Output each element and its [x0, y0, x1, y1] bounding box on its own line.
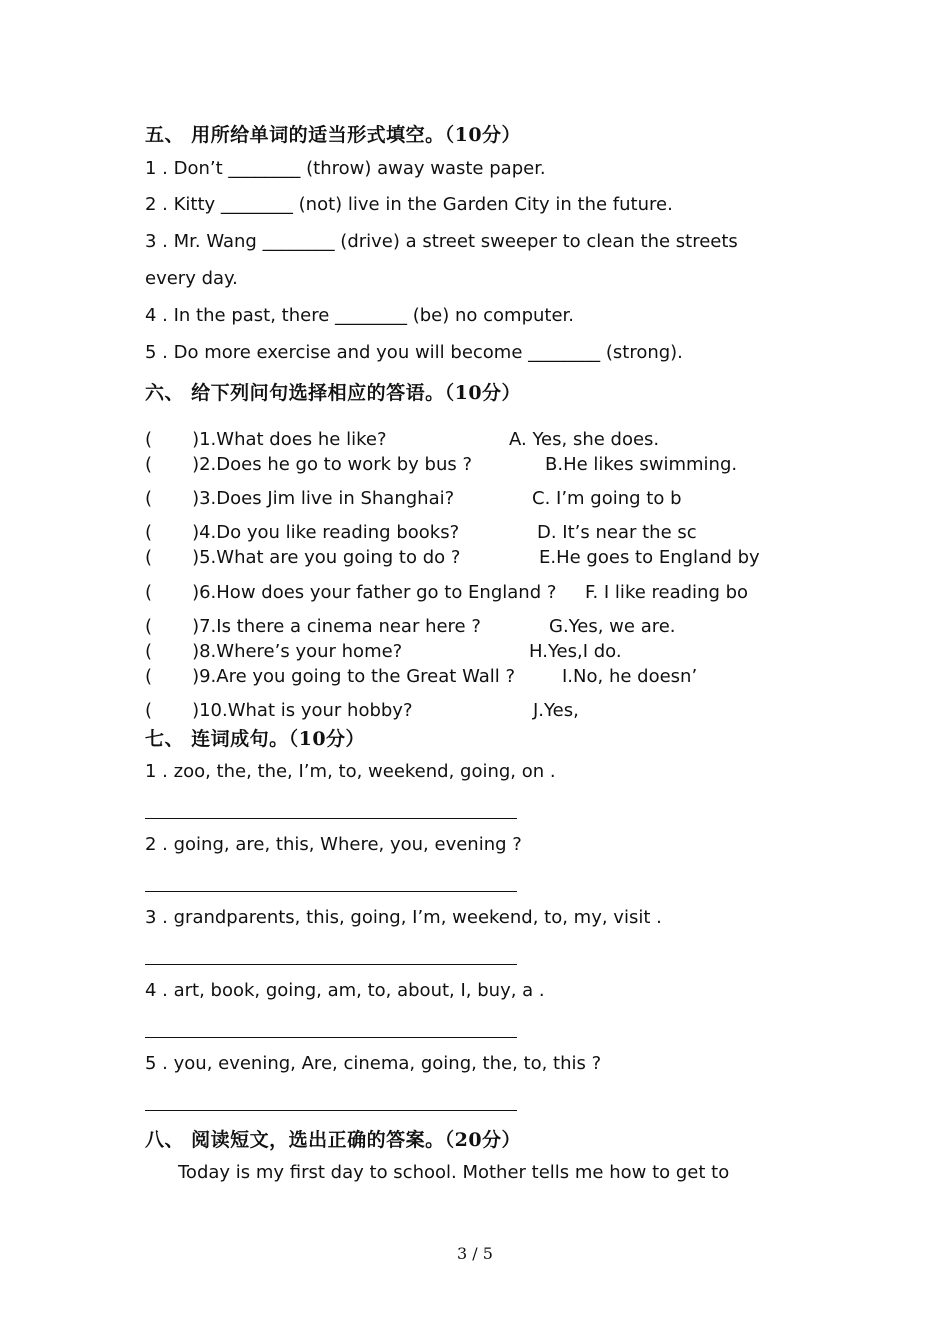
s6-question-7: ( )7.Is there a cinema near here ? — [145, 616, 481, 637]
s6-answer-a: A. Yes, she does. — [509, 429, 660, 450]
s5-item-3: 3 . Mr. Wang ________ (drive) a street sweeper to clean the streets — [145, 231, 738, 252]
s7-answer-line-1[interactable] — [145, 818, 517, 819]
s6-answer-j: J.Yes, — [533, 700, 579, 721]
s7-answer-line-3[interactable] — [145, 964, 517, 965]
s6-question-3: ( )3.Does Jim live in Shanghai? — [145, 488, 455, 509]
section-5-title: 五、 用所给单词的适当形式填空。（10分） — [145, 124, 522, 146]
s6-answer-e: E.He goes to England by — [539, 547, 760, 568]
s5-item-1: 1 . Don’t ________ (throw) away waste paper. — [145, 158, 546, 179]
s7-item-4: 4 . art, book, going, am, to, about, I, buy, a . — [145, 980, 545, 1001]
s5-item-5: 5 . Do more exercise and you will become ________ (strong). — [145, 342, 683, 363]
s6-answer-b: B.He likes swimming. — [545, 454, 738, 475]
s6-question-10: ( )10.What is your hobby? — [145, 700, 413, 721]
s6-answer-c: C. I’m going to b — [532, 488, 682, 509]
s6-answer-d: D. It’s near the sc — [537, 522, 697, 543]
s5-item-2: 2 . Kitty ________ (not) live in the Garden City in the future. — [145, 194, 673, 215]
s7-answer-line-2[interactable] — [145, 891, 517, 892]
s6-answer-f: F. I like reading bo — [585, 582, 749, 603]
s5-item-3-continued: every day. — [145, 268, 238, 289]
s7-item-1: 1 . zoo, the, the, I’m, to, weekend, going, on . — [145, 761, 556, 782]
s7-item-2: 2 . going, are, this, Where, you, evening ? — [145, 834, 522, 855]
s7-answer-line-4[interactable] — [145, 1037, 517, 1038]
s6-question-1: ( )1.What does he like? — [145, 429, 387, 450]
section-7-title: 七、 连词成句。（10分） — [145, 728, 366, 750]
s6-question-8: ( )8.Where’s your home? — [145, 641, 403, 662]
s6-answer-h: H.Yes,I do. — [529, 641, 622, 662]
s6-answer-i: I.No, he doesn’ — [562, 666, 698, 687]
page-number: 3 / 5 — [457, 1244, 493, 1263]
s7-item-5: 5 . you, evening, Are, cinema, going, the, to, this ? — [145, 1053, 602, 1074]
s6-question-4: ( )4.Do you like reading books? — [145, 522, 460, 543]
s6-question-5: ( )5.What are you going to do ? — [145, 547, 461, 568]
s8-reading-paragraph: Today is my first day to school. Mother tells me how to get to — [178, 1162, 730, 1183]
s7-item-3: 3 . grandparents, this, going, I’m, weekend, to, my, visit . — [145, 907, 662, 928]
s6-question-2: ( )2.Does he go to work by bus ? — [145, 454, 473, 475]
section-8-title: 八、 阅读短文，选出正确的答案。（20分） — [145, 1129, 522, 1151]
s6-question-9: ( )9.Are you going to the Great Wall ? — [145, 666, 516, 687]
section-6-title: 六、 给下列问句选择相应的答语。（10分） — [145, 382, 522, 404]
s5-item-4: 4 . In the past, there ________ (be) no computer. — [145, 305, 575, 326]
s6-question-6: ( )6.How does your father go to England ? — [145, 582, 557, 603]
s7-answer-line-5[interactable] — [145, 1110, 517, 1111]
s6-answer-g: G.Yes, we are. — [549, 616, 676, 637]
